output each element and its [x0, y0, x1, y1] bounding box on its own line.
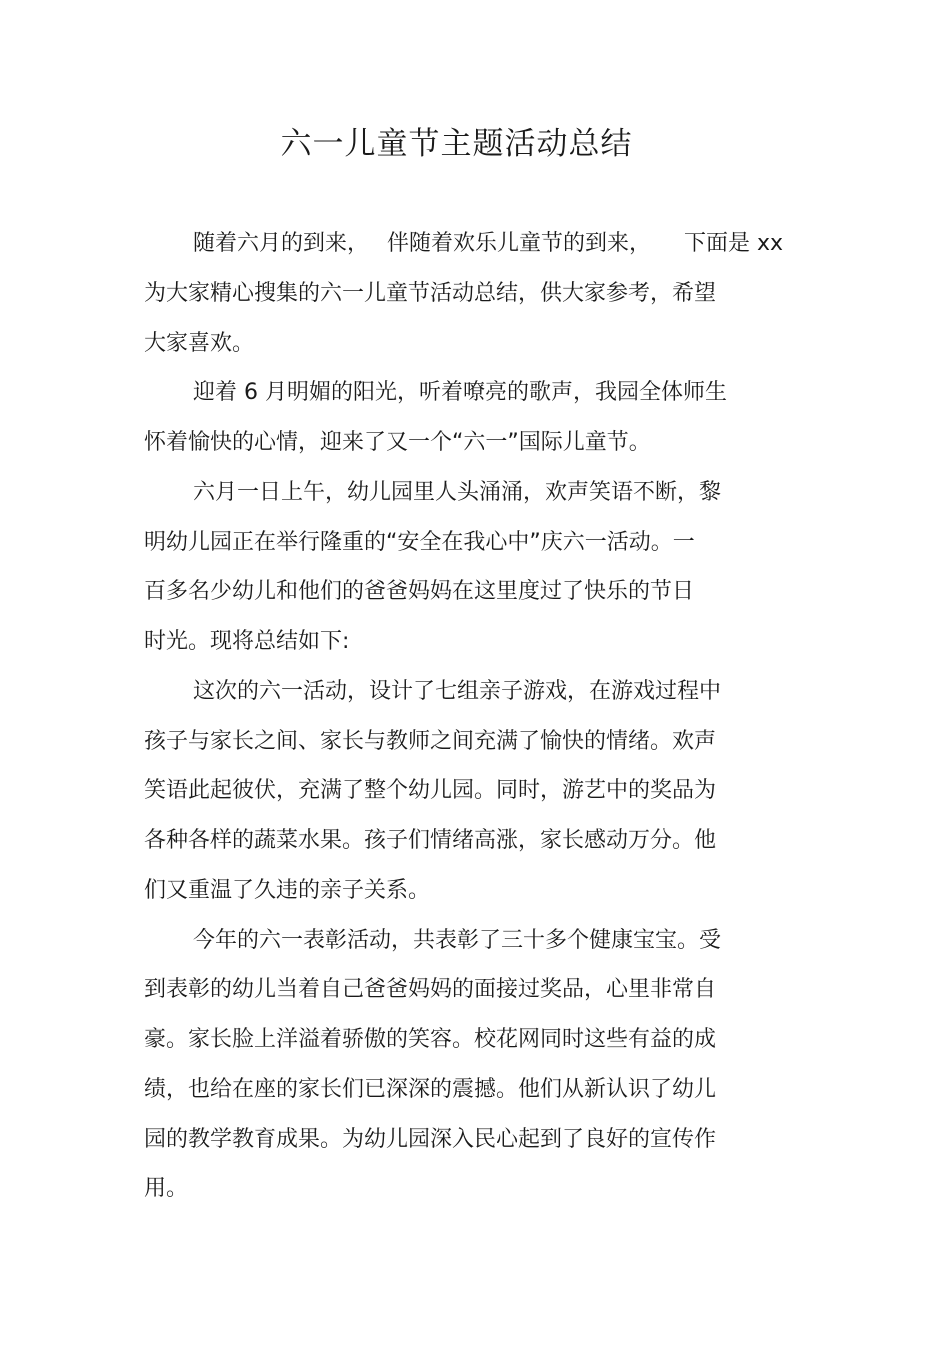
text-line: 百多名少幼儿和他们的爸爸妈妈在这里度过了快乐的节日 [144, 579, 695, 604]
text-line: 们又重温了久违的亲子关系。 [144, 878, 431, 903]
text-line: 迎着 6 月明媚的阳光，听着嘹亮的歌声，我园全体师生 [193, 380, 727, 405]
text-line: 笑语此起彼伏，充满了整个幼儿园。同时，游艺中的奖品为 [144, 778, 717, 803]
document-title: 六一儿童节主题活动总结 [280, 126, 633, 162]
text-line: 随着六月的到来， 伴随着欢乐儿童节的到来， 下面是 xx [193, 231, 784, 256]
text-line: 豪。家长脸上洋溢着骄傲的笑容。校花网同时这些有益的成 [144, 1027, 717, 1052]
text-line: 明幼儿园正在举行隆重的“安全在我心中”庆六一活动。一 [144, 530, 695, 555]
text-line: 园的教学教育成果。为幼儿园深入民心起到了良好的宣传作 [144, 1127, 717, 1152]
text-line: 今年的六一表彰活动，共表彰了三十多个健康宝宝。受 [193, 928, 722, 953]
text-line: 各种各样的蔬菜水果。孩子们情绪高涨，家长感动万分。他 [144, 828, 717, 853]
text-line: 六月一日上午，幼儿园里人头涌涌，欢声笑语不断，黎 [193, 480, 722, 505]
text-line: 时光。现将总结如下: [144, 629, 350, 654]
text-line: 到表彰的幼儿当着自己爸爸妈妈的面接过奖品，心里非常自 [144, 977, 717, 1002]
text-line: 孩子与家长之间、家长与教师之间充满了愉快的情绪。欢声 [144, 729, 717, 754]
text-line: 这次的六一活动，设计了七组亲子游戏，在游戏过程中 [193, 679, 722, 704]
text-line: 绩，也给在座的家长们已深深的震撼。他们从新认识了幼儿 [144, 1077, 717, 1102]
text-line: 用。 [144, 1176, 189, 1201]
text-line: 怀着愉快的心情，迎来了又一个“六一”国际儿童节。 [144, 430, 651, 455]
text-line: 为大家精心搜集的六一儿童节活动总结，供大家参考，希望 [144, 281, 717, 306]
text-line: 大家喜欢。 [144, 331, 255, 356]
